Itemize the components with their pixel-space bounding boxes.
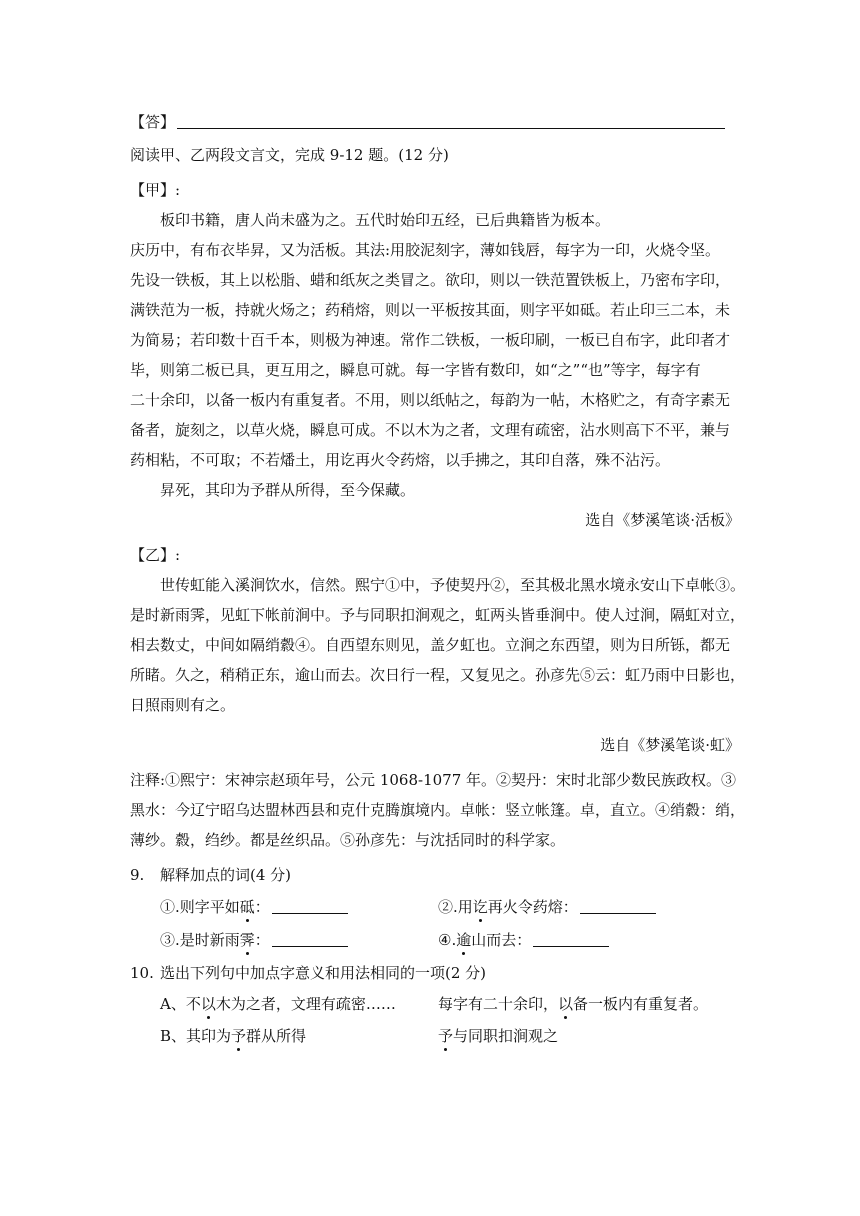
question-10-text: 选出下列句中加点字意义和用法相同的一项(2 分)	[160, 964, 487, 982]
q9-item-4-rest: 山而去：	[471, 931, 532, 949]
jia-line-4: 满铁范为一板，持就火炀之；药稍熔，则以一平板按其面，则字平如砥。若止印三二本，未	[130, 301, 731, 319]
q9-item-1	[160, 897, 348, 917]
option-text: 备一板内有重复者。	[573, 995, 709, 1013]
q9-item-3-colon: ：	[254, 931, 270, 949]
answer-blank[interactable]	[272, 899, 348, 914]
dotted-char: 予	[231, 1027, 247, 1045]
jia-line-3: 先设一铁板，其上以松脂、蜡和纸灰之类冒之。欲印，则以一铁范置铁板上，乃密布字印，	[130, 271, 731, 289]
yi-line-4: 所睹。久之，稍稍正东，逾山而去。次日行一程，又复见之。孙彦先⑤云：虹乃雨中日影也，	[130, 666, 746, 684]
question-9-text: 解释加点的词(4 分)	[160, 866, 292, 884]
q9-item-3-text: ③.是时新雨	[160, 931, 240, 949]
yi-line-2: 是时新雨霁，见虹下帐前涧中。予与同职扣涧观之，虹两头皆垂涧中。使人过涧，隔虹对立，	[130, 606, 746, 624]
option-text: B、其印为	[160, 1027, 232, 1045]
jia-line-7: 二十余印，以备一板内有重复者。不用，则以纸帖之，每韵为一帖，木格贮之，有奇字素无	[130, 391, 731, 409]
jia-source: 选自《梦溪笔谈·活板》	[585, 511, 740, 529]
question-10-number: 10.	[130, 964, 154, 982]
q9-item-3	[160, 930, 348, 950]
q9-item-2-text: ②.用	[438, 898, 473, 916]
dotted-char: 砥	[239, 898, 255, 916]
q10-option-b-left[interactable]	[160, 1026, 306, 1046]
jia-line-9: 药相粘，不可取；不若燔土，用讫再火令药熔，以手拂之，其印自落，殊不沾污。	[130, 451, 671, 469]
yi-line-1: 世传虹能入溪涧饮水，信然。熙宁①中，予使契丹②，至其极北黑水境永安山下卓帐③。	[160, 576, 746, 594]
jia-line-8: 备者，旋刻之，以草火烧，瞬息可成。不以木为之者，文理有疏密，沾水则高下不平，兼与	[130, 421, 731, 439]
answer-line	[130, 112, 725, 132]
q10-option-b-right	[438, 1026, 558, 1046]
q10-option-a-left[interactable]	[160, 994, 396, 1014]
jia-line-2: 庆历中，有布衣毕昇，又为活板。其法:用胶泥刻字，薄如钱唇，每字为一印，火烧令坚。	[130, 241, 721, 259]
answer-blank[interactable]	[580, 899, 656, 914]
jia-line-10: 昇死，其印为予群从所得，至今保藏。	[160, 481, 416, 499]
dotted-char: 霁	[239, 931, 255, 949]
answer-blank[interactable]	[272, 932, 348, 947]
jia-label: 【甲】:	[130, 181, 181, 199]
notes-line-3: 薄纱。縠，绉纱。都是丝织品。⑤孙彦先：与沈括同时的科学家。	[130, 831, 566, 849]
passage-intro: 阅读甲、乙两段文言文，完成 9-12 题。(12 分)	[130, 146, 449, 164]
notes-line-2: 黑水：今辽宁昭乌达盟林西县和克什克腾旗境内。卓帐：竖立帐篷。卓，直立。④绡縠：绡，	[130, 801, 746, 819]
q9-item-4	[438, 930, 609, 950]
option-text: 木为之者，文理有疏密……	[215, 995, 396, 1013]
yi-line-5: 日照雨则有之。	[130, 696, 236, 714]
dotted-char: 以	[200, 995, 216, 1013]
answer-blank[interactable]	[533, 932, 609, 947]
yi-source: 选自《梦溪笔谈·虹》	[600, 736, 740, 754]
question-9-number: 9.	[130, 866, 145, 884]
q9-item-2-rest: 再火令药熔：	[487, 898, 578, 916]
option-text: 群从所得	[246, 1027, 307, 1045]
option-text: 每字有二十余印，	[438, 995, 559, 1013]
q9-item-2	[438, 897, 656, 917]
question-9-title	[130, 865, 291, 885]
answer-label: 【答】	[130, 113, 176, 131]
jia-line-6: 毕，则第二板已具，更互用之，瞬息可就。每一字皆有数印，如“之”“也”等字，每字有	[130, 361, 701, 379]
q10-option-a-right	[438, 994, 708, 1014]
notes-line-1: 注释:①熙宁：宋神宗赵顼年号，公元 1068-1077 年。②契丹：宋时北部少数民族政权。③	[130, 771, 737, 789]
yi-label: 【乙】:	[130, 546, 181, 564]
yi-line-3: 相去数丈，中间如隔绡縠④。自西望东则见，盖夕虹也。立涧之东西望，则为日所铄，都无	[130, 636, 731, 654]
jia-line-5: 为简易；若印数十百千本，则极为神速。常作二铁板，一板印刷，一板已自布字，此印者才	[130, 331, 731, 349]
q9-item-1-colon: ：	[254, 898, 270, 916]
dotted-char: 讫	[472, 898, 488, 916]
dotted-char: 以	[558, 995, 574, 1013]
q9-item-1-text: ①.则字平如	[160, 898, 240, 916]
dotted-char: 逾	[456, 931, 472, 949]
dotted-char: 予	[438, 1027, 454, 1045]
option-text: A、不	[160, 995, 201, 1013]
q9-item-4-text: ④.	[438, 931, 457, 949]
jia-line-1: 板印书籍，唐人尚未盛为之。五代时始印五经，已后典籍皆为板本。	[160, 211, 611, 229]
question-10-title	[130, 963, 486, 983]
option-text: 与同职扣涧观之	[453, 1027, 559, 1045]
answer-blank[interactable]	[177, 114, 725, 129]
